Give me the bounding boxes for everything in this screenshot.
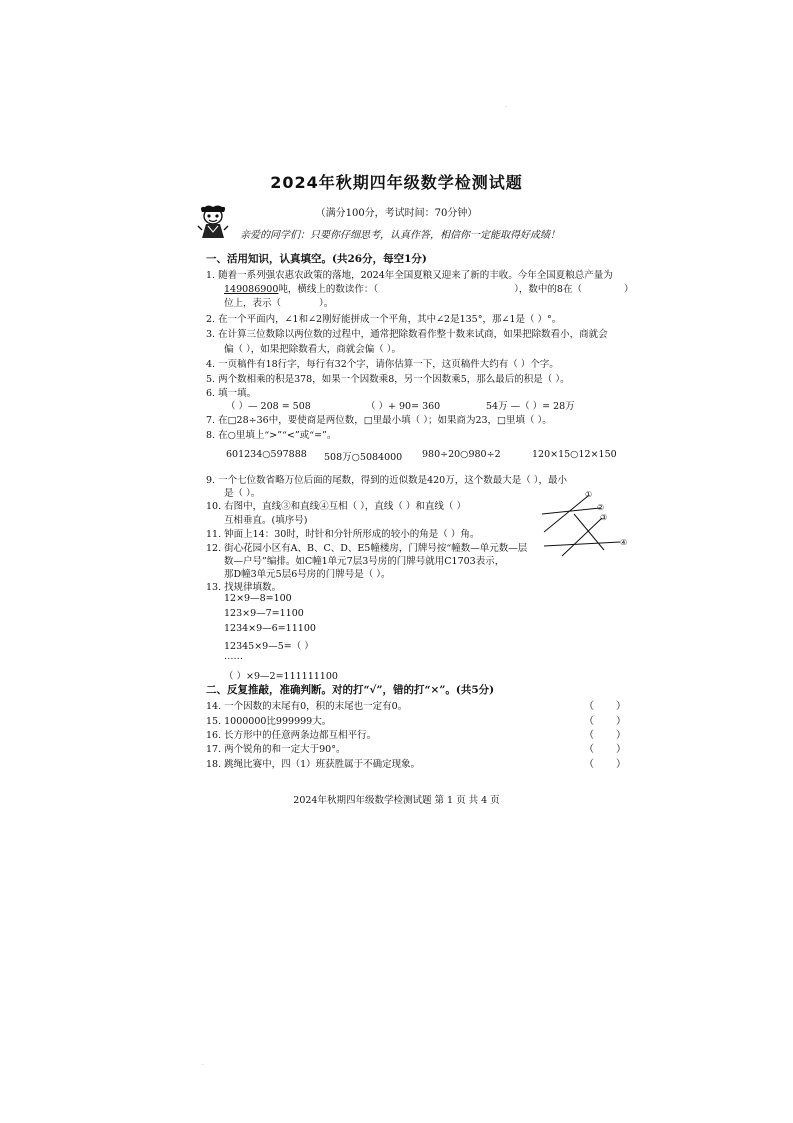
question-12-line3: 那D幢3单元5层6号房的门牌号是（ ）。 <box>224 569 391 580</box>
pattern-line-1: 12×9—8=100 <box>224 593 292 604</box>
question-1-line1: 1. 随着一系列强农惠农政策的落地，2024年全国夏粮又迎来了新的丰收。今年全国夏粮总产量为 <box>206 270 613 281</box>
question-1-line2: 149086900吨，横线上的数读作：（ ），数中的8在（ ） <box>224 284 634 295</box>
judgement-15: 15. 1000000比999999大。 <box>206 716 332 727</box>
line-1 <box>544 496 588 532</box>
scan-speck: · <box>505 104 507 111</box>
answer-box-15[interactable]: （ ） <box>584 716 626 727</box>
question-6-item-2: （ ）+ 90= 360 <box>366 401 441 412</box>
question-12-line1: 12. 街心花园小区有A、B、C、D、E5幢楼房，门牌号按“幢数—单元数—层 <box>206 543 528 554</box>
pattern-ellipsis: …… <box>224 651 243 662</box>
pattern-line-4: 12345×9—5=（ ） <box>224 641 314 652</box>
question-3-line2: 偏（ ），如果把除数看大，商就会偏（ ）。 <box>224 344 402 355</box>
question-10-line2: 互相垂直。(填序号) <box>224 515 308 526</box>
question-6: 6. 填一填。 <box>206 388 257 399</box>
question-5: 5. 两个数相乘的积是378，如果一个因数乘8，另一个因数乘5，那么最后的积是（ ）。 <box>206 374 570 385</box>
greeting-text: 亲爱的同学们：只要你仔细思考，认真作答，相信你一定能取得好成绩！ <box>240 230 560 241</box>
line-4 <box>544 542 620 546</box>
question-8-item-4: 120×15○12×150 <box>532 449 617 460</box>
section2-heading: 二、反复推敲，准确判断。对的打“√”，错的打“×”。(共5分) <box>206 684 495 696</box>
figure-label-2: ② <box>597 503 605 512</box>
pattern-line-last: （ ）×9—2=111111100 <box>224 671 338 682</box>
figure-label-3: ③ <box>600 513 608 522</box>
answer-box-14[interactable]: （ ） <box>584 701 626 712</box>
line-2 <box>542 508 600 514</box>
question-8-item-1: 601234○597888 <box>226 449 307 460</box>
question-8-item-2: 508万○5084000 <box>324 452 403 463</box>
question-12-line2: 数—户号”编排。如C幢1单元7层3号房的门牌号就用C1703表示， <box>224 556 505 567</box>
judgement-14: 14. 一个因数的末尾有0，积的末尾也一定有0。 <box>206 701 408 712</box>
question-7: 7. 在□28÷36中，要使商是两位数，□里最小填（ ）；如果商为23，□里填（ ）。 <box>206 415 552 426</box>
question-6-item-3: 54万 —（ ）= 28万 <box>486 401 575 412</box>
judgement-17: 17. 两个锐角的和一定大于90°。 <box>206 744 346 755</box>
answer-box-18[interactable]: （ ） <box>584 759 626 770</box>
question-13: 13. 找规律填数。 <box>206 582 282 593</box>
judgement-18: 18. 跳绳比赛中，四（1）班获胜属于不确定现象。 <box>206 759 421 770</box>
answer-box-16[interactable]: （ ） <box>584 730 626 741</box>
judgement-16: 16. 长方形中的任意两条边都互相平行。 <box>206 730 377 741</box>
page-title: 2024年秋期四年级数学检测试题 <box>270 173 523 192</box>
question-9-line2: 是（ ）。 <box>224 488 261 499</box>
question-8-item-3: 980÷20○980÷2 <box>422 449 501 460</box>
cartoon-girl-icon <box>196 204 230 240</box>
pattern-line-2: 123×9—7=1100 <box>224 608 304 619</box>
grain-number: 149086900 <box>224 284 279 295</box>
answer-box-17[interactable]: （ ） <box>584 744 626 755</box>
figure-label-4: ④ <box>620 538 628 547</box>
exam-info: （满分100分，考试时间：70分钟） <box>315 208 478 219</box>
question-11: 11. 钟面上14：30时，时针和分针所形成的较小的角是（ ）角。 <box>206 529 480 540</box>
question-9-line1: 9. 一个七位数省略万位后面的尾数，得到的近似数是420万，这个数最大是（ ），最小 <box>206 475 567 486</box>
page-footer: 2024年秋期四年级数学检测试题 第 1 页 共 4 页 <box>293 795 500 806</box>
question-4: 4. 一页稿件有18行字，每行有32个字，请你估算一下，这页稿件大约有（ ）个字。 <box>206 359 559 370</box>
question-6-item-1: （ ）— 208 = 508 <box>226 401 311 412</box>
question-2: 2. 在一个平面内，∠1和∠2刚好能拼成一个平角，其中∠2是135°，那∠1是（ ）°。 <box>206 314 562 325</box>
pattern-line-3: 1234×9—6=11100 <box>224 623 316 634</box>
question-3-line1: 3. 在计算三位数除以两位数的过程中，通常把除数看作整十数来试商，如果把除数看小，商就会 <box>206 329 608 340</box>
section1-heading: 一、活用知识，认真填空。(共26分，每空1分) <box>206 253 427 265</box>
question-1-line3: 位上，表示（ ）。 <box>224 298 334 309</box>
figure-label-1: ① <box>585 490 593 499</box>
lines-figure <box>540 490 632 558</box>
question-10-line1: 10. 右图中，直线③和直线④互相（ ），直线（ ）和直线（ ） <box>206 501 466 512</box>
question-8: 8. 在○里填上“>”“<”或“=”。 <box>206 430 337 441</box>
scan-speck: · <box>202 1062 204 1069</box>
